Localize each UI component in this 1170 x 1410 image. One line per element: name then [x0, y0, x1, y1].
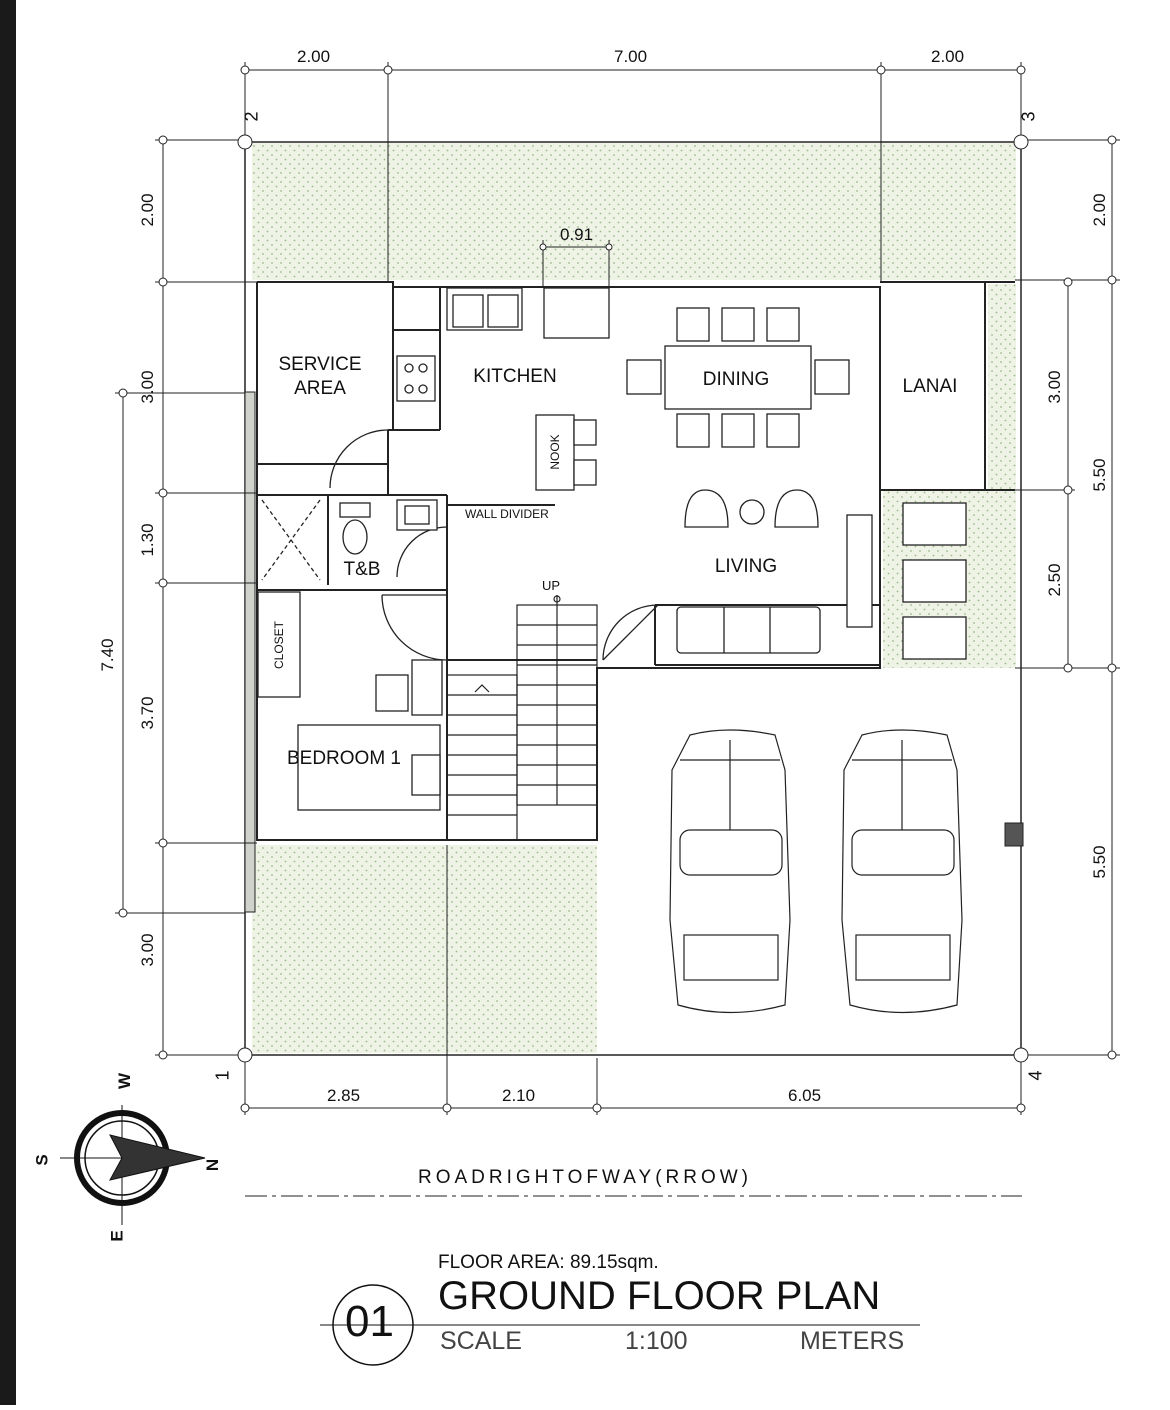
floor-area: FLOOR AREA: 89.15sqm.: [438, 1252, 659, 1273]
dim-right-outer-3: 5.50: [1090, 845, 1109, 879]
label-stairs-up: UP: [542, 578, 561, 593]
compass-e: E: [107, 1230, 127, 1242]
dim-right-inner-1: 3.00: [1045, 370, 1064, 404]
car-left: [670, 730, 790, 1013]
label-wall-divider: WALL DIVIDER: [465, 507, 549, 521]
room-label-tb: T&B: [343, 559, 381, 580]
compass-n: N: [203, 1158, 223, 1172]
meter-box: [1005, 823, 1023, 846]
dim-left-5: 3.00: [138, 933, 157, 967]
dim-left-3: 1.30: [138, 523, 157, 557]
grid-mark-4: 4: [1025, 1070, 1046, 1081]
units-label: METERS: [800, 1327, 905, 1355]
room-label-nook: NOOK: [548, 434, 562, 470]
road-label: ROADRIGHTOFWAY(RROW): [418, 1167, 753, 1188]
grid-mark-1: 1: [212, 1070, 233, 1081]
compass-s: S: [32, 1154, 52, 1166]
room-label-dining: DINING: [702, 369, 770, 390]
room-label-kitchen: KITCHEN: [473, 366, 557, 387]
dim-top-3: 2.00: [931, 47, 965, 66]
stairs: [447, 595, 597, 840]
scale-label: SCALE: [440, 1327, 522, 1355]
room-label-living: LIVING: [714, 556, 778, 577]
scale-value: 1:100: [625, 1327, 688, 1355]
dim-bottom-1: 2.85: [327, 1086, 361, 1105]
dim-left-4: 3.70: [138, 696, 157, 730]
dim-right-outer-1: 2.00: [1090, 193, 1109, 227]
dim-top-1: 2.00: [297, 47, 331, 66]
drawing-number: 01: [345, 1297, 394, 1346]
north-arrow-compass: [60, 1105, 205, 1225]
car-right: [842, 730, 962, 1013]
garage-cars: [670, 730, 962, 1013]
room-label-bedroom1: BEDROOM 1: [286, 748, 402, 769]
dim-left-1: 2.00: [138, 193, 157, 227]
dim-left-outer: 7.40: [98, 638, 117, 672]
kitchen-fixtures: [397, 288, 609, 490]
dim-left-2: 3.00: [138, 370, 157, 404]
room-label-lanai: LANAI: [902, 376, 958, 397]
dim-sink: 0.91: [560, 225, 594, 244]
room-label-service-area: SERVICE AREA: [278, 354, 362, 399]
grid-mark-2: 2: [241, 111, 262, 122]
dim-right-outer-2: 5.50: [1090, 458, 1109, 492]
grid-mark-3: 3: [1018, 111, 1039, 122]
room-label-closet: CLOSET: [272, 621, 286, 670]
dim-bottom-3: 6.05: [788, 1086, 822, 1105]
drawing-title: GROUND FLOOR PLAN: [438, 1274, 881, 1318]
dim-bottom-2: 2.10: [502, 1086, 536, 1105]
compass-w: W: [115, 1072, 135, 1090]
left-frame-border: [0, 0, 16, 1405]
dim-right-inner-2: 2.50: [1045, 563, 1064, 597]
dim-top-2: 7.00: [614, 47, 648, 66]
lanai-planters: [903, 503, 966, 659]
side-wall: [245, 392, 255, 912]
